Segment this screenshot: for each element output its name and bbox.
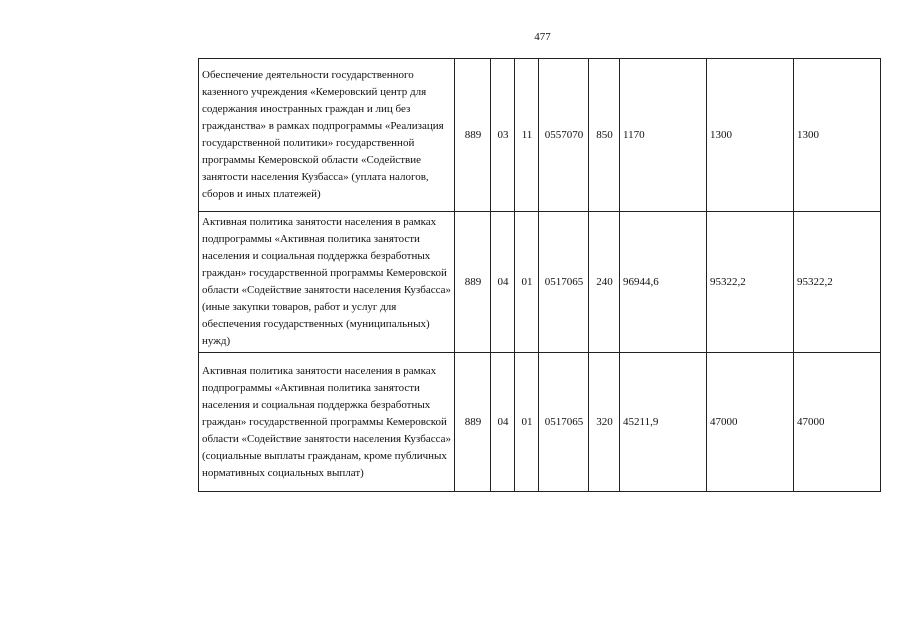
row-description: Обеспечение деятельности государственного казенного учреждения «Кемеровский центр для содержания иностранных граждан и лиц без гражданства» в рамках подпрограммы «Реализация государственной политики» государственной программы Кемеровской области «Содействие занятости населения Кузбасса» (уплата налогов, сборов и иных платежей) — [199, 59, 455, 212]
subsection-code: 11 — [515, 59, 539, 212]
amount-year-2: 47000 — [707, 353, 794, 492]
subsection-code: 01 — [515, 353, 539, 492]
row-description: Активная политика занятости населения в рамках подпрограммы «Активная политика занятости населения и социальная поддержка безработных граждан» государственной программы Кемеровской области «Содействие занятости населения Кузбасса» (социальные выплаты гражданам, кроме публичных нормативных социальных выплат) — [199, 353, 455, 492]
target-article-code: 0517065 — [539, 212, 589, 353]
ministry-code: 889 — [455, 353, 491, 492]
ministry-code: 889 — [455, 212, 491, 353]
target-article-code: 0517065 — [539, 353, 589, 492]
amount-year-1: 96944,6 — [620, 212, 707, 353]
amount-year-3: 47000 — [794, 353, 881, 492]
amount-year-1: 45211,9 — [620, 353, 707, 492]
expense-type-code: 320 — [589, 353, 620, 492]
amount-year-3: 95322,2 — [794, 212, 881, 353]
table-row — [199, 59, 881, 212]
expense-type-code: 240 — [589, 212, 620, 353]
section-code: 04 — [491, 212, 515, 353]
section-code: 03 — [491, 59, 515, 212]
table-row — [199, 212, 881, 353]
row-description: Активная политика занятости населения в рамках подпрограммы «Активная политика занятости населения и социальная поддержка безработных граждан» государственной программы Кемеровской области «Содействие занятости населения Кузбасса» (иные закупки товаров, работ и услуг для обеспечения государственных (муниципальных) нужд) — [199, 212, 455, 353]
amount-year-3: 1300 — [794, 59, 881, 212]
expense-type-code: 850 — [589, 59, 620, 212]
page-number: 477 — [534, 31, 551, 43]
amount-year-2: 95322,2 — [707, 212, 794, 353]
amount-year-2: 1300 — [707, 59, 794, 212]
ministry-code: 889 — [455, 59, 491, 212]
amount-year-1: 1170 — [620, 59, 707, 212]
target-article-code: 0557070 — [539, 59, 589, 212]
section-code: 04 — [491, 353, 515, 492]
budget-table — [198, 58, 881, 492]
table-row — [199, 353, 881, 492]
subsection-code: 01 — [515, 212, 539, 353]
